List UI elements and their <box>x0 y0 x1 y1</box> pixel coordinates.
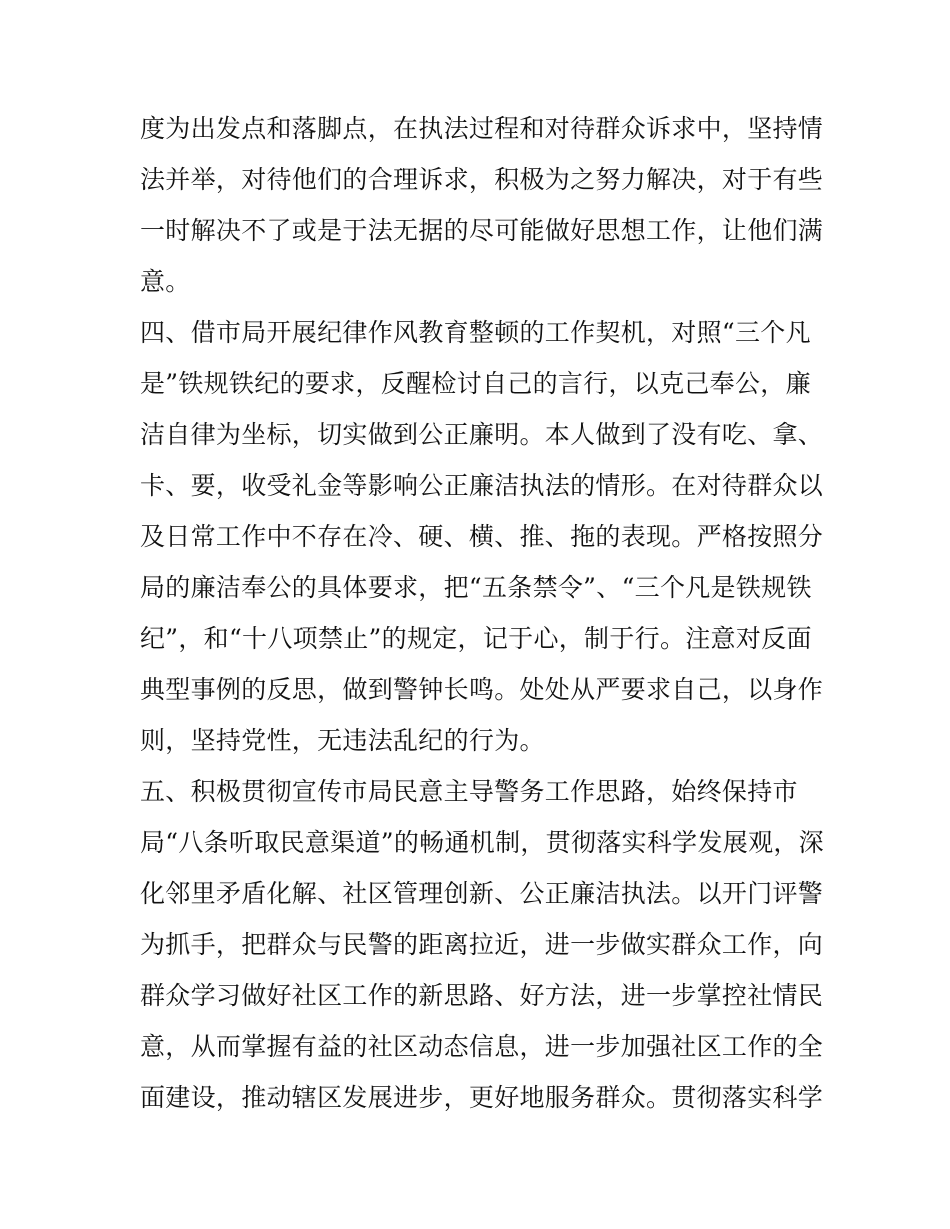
text-line-1: 度为出发点和落脚点，在执法过程和对待群众诉求中，坚持情 <box>140 114 824 143</box>
text-line-5: 四、借市局开展纪律作风教育整顿的工作契机，对照“三个凡 <box>140 318 811 347</box>
text-line-17: 为抓手，把群众与民警的距离拉近，进一步做实群众工作，向 <box>140 930 824 959</box>
text-line-12: 典型事例的反思，做到警钟长鸣。处处从严要求自己，以身作 <box>140 675 824 704</box>
text-line-15: 局“八条听取民意渠道”的畅通机制，贯彻落实科学发展观，深 <box>140 828 824 857</box>
text-line-19: 意，从而掌握有益的社区动态信息，进一步加强社区工作的全 <box>140 1032 824 1061</box>
text-line-4: 意。 <box>140 267 191 296</box>
text-line-11: 纪”，和“十八项禁止”的规定，记于心，制于行。注意对反面 <box>140 624 812 653</box>
text-line-10: 局的廉洁奉公的具体要求，把“五条禁令”、“三个凡是铁规铁 <box>140 573 812 602</box>
text-line-13: 则，坚持党性，无违法乱纪的行为。 <box>140 726 545 755</box>
text-line-7: 洁自律为坐标，切实做到公正廉明。本人做到了没有吃、拿、 <box>140 420 824 449</box>
text-line-14: 五、积极贯彻宣传市局民意主导警务工作思路，始终保持市 <box>140 777 798 806</box>
text-line-16: 化邻里矛盾化解、社区管理创新、公正廉洁执法。以开门评警 <box>140 879 824 908</box>
text-line-8: 卡、要，收受礼金等影响公正廉洁执法的情形。在对待群众以 <box>140 471 824 500</box>
text-line-20: 面建设，推动辖区发展进步，更好地服务群众。贯彻落实科学 <box>140 1083 824 1112</box>
text-line-18: 群众学习做好社区工作的新思路、好方法，进一步掌控社情民 <box>140 981 824 1010</box>
text-line-3: 一时解决不了或是于法无据的尽可能做好思想工作，让他们满 <box>140 216 824 245</box>
body-text <box>140 103 824 1123</box>
text-line-2: 法并举，对待他们的合理诉求，积极为之努力解决，对于有些 <box>140 165 824 194</box>
text-line-9: 及日常工作中不存在冷、硬、横、推、拖的表现。严格按照分 <box>140 522 824 551</box>
text-line-6: 是”铁规铁纪的要求，反醒检讨自己的言行，以克己奉公，廉 <box>140 369 811 398</box>
